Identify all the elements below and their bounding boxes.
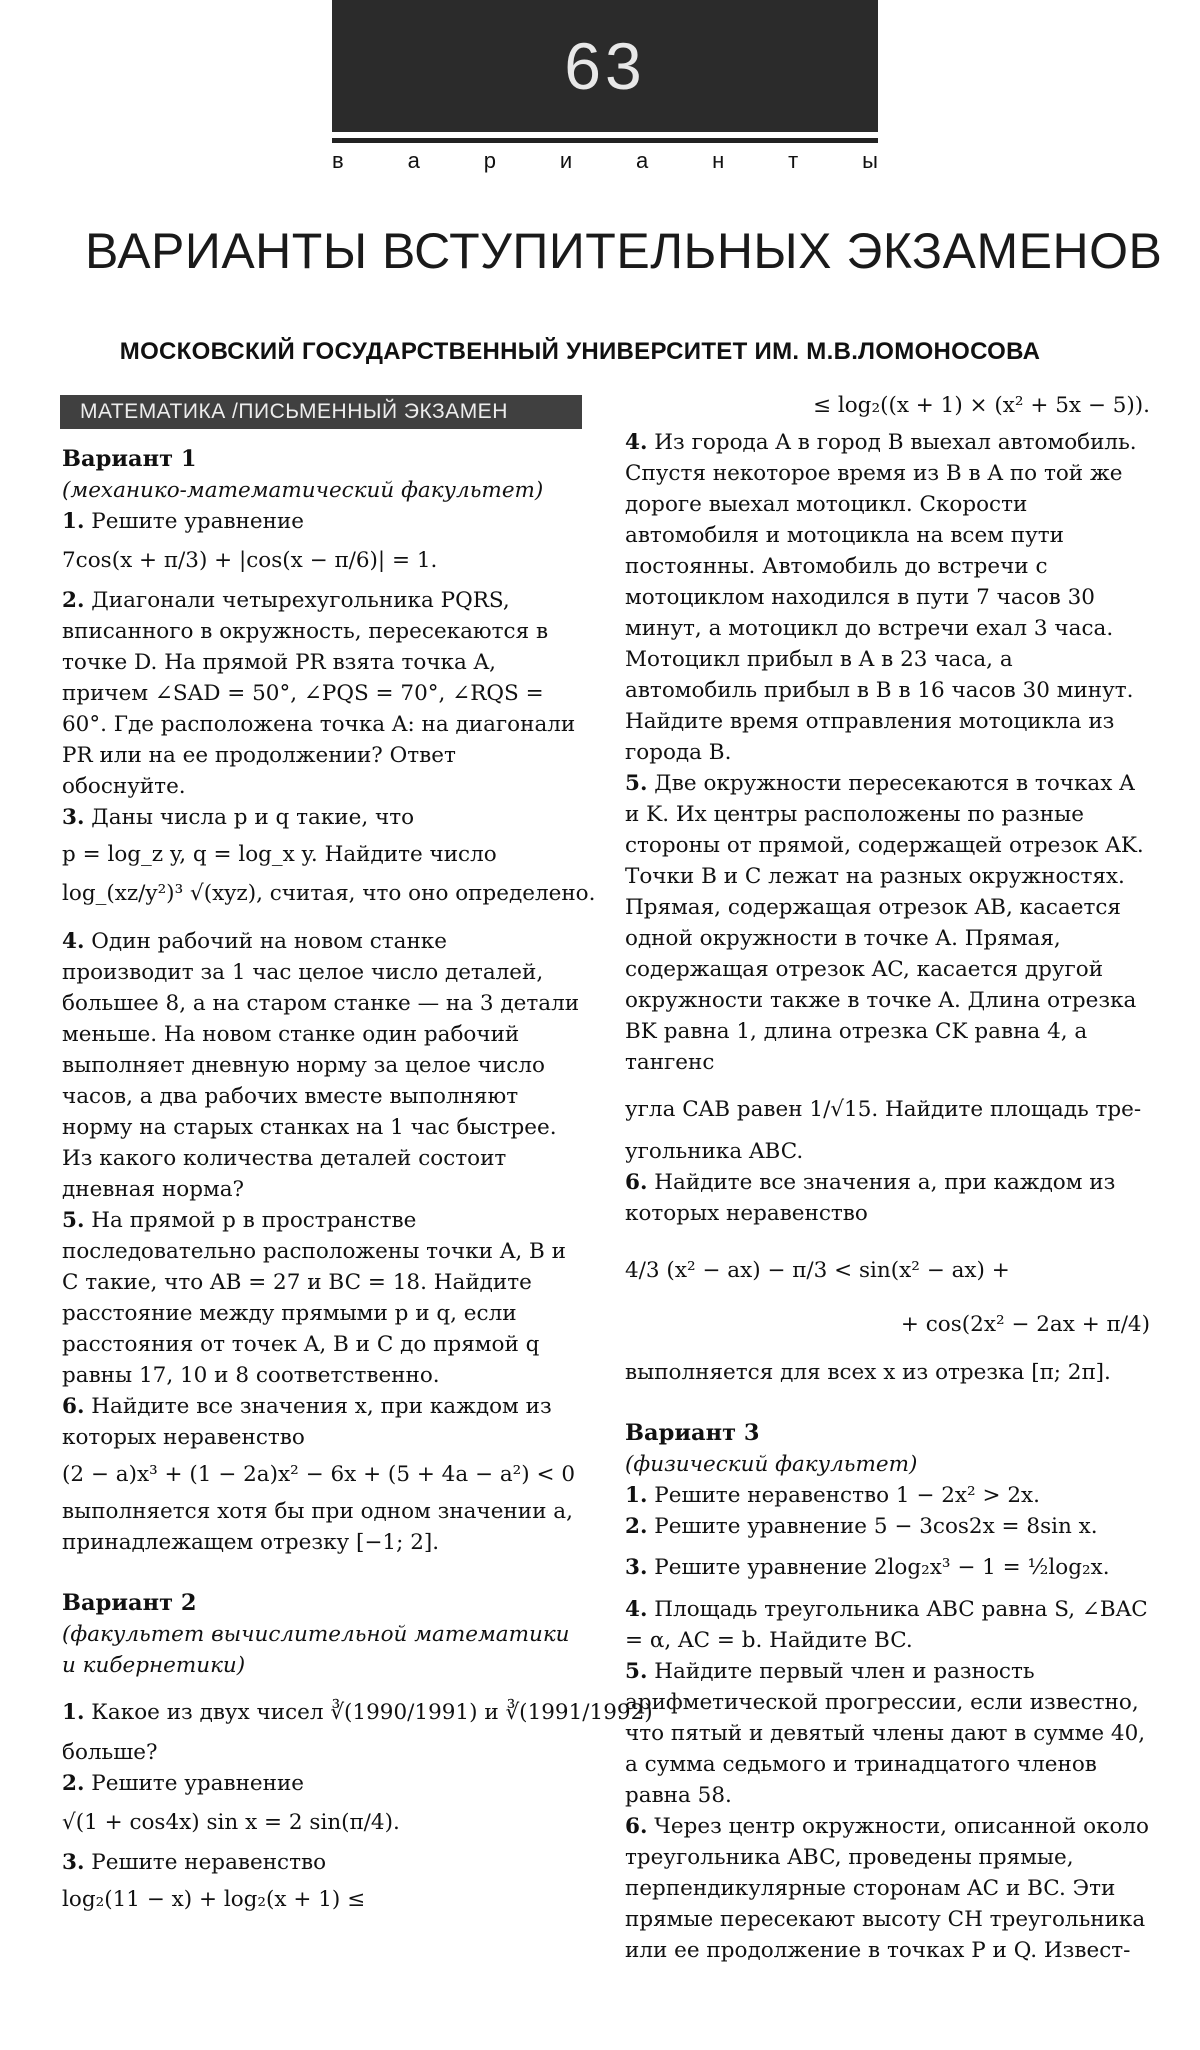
problem — [62, 585, 582, 802]
right-column — [625, 390, 1150, 1966]
problem — [62, 926, 582, 1205]
problem-text: выполняется хотя бы при одном значении a, принадлежащем отрезку [−1; 2]. — [62, 1499, 573, 1555]
section-letter: т — [788, 148, 799, 173]
university-heading: МОСКОВСКИЙ ГОСУДАРСТВЕННЫЙ УНИВЕРСИТЕТ ИМ. М.В.ЛОМОНОСОВА — [119, 338, 1041, 365]
problem-number: 6. — [625, 1170, 648, 1195]
page-title: ВАРИАНТЫ ВСТУПИТЕЛЬНЫХ ЭКЗАМЕНОВ — [85, 223, 1163, 279]
variant-title: Вариант 3 — [625, 1420, 760, 1446]
problem — [625, 768, 1150, 1078]
variant-faculty: (механико-математический факультет) — [62, 478, 544, 503]
problem-text: Найдите все значения a, при каждом из которых неравенство — [625, 1170, 1116, 1226]
problem-number: 5. — [62, 1208, 85, 1233]
problem — [62, 802, 582, 833]
problem-number: 6. — [625, 1814, 648, 1839]
problem-text: Найдите первый член и разность арифметической прогрессии, если известно, что пятый и девятый члены дают в сумме 40, а сумма седьмого и тринадцатого членов равна 58. — [625, 1659, 1146, 1808]
section-letter: а — [635, 148, 649, 173]
formula: p = log_z y, q = log_x y. Найдите число — [62, 842, 497, 867]
problem-number: 3. — [62, 805, 85, 830]
problem-text: выполняется для всех x из отрезка [π; 2π]. — [625, 1360, 1111, 1385]
problem — [625, 1594, 1150, 1656]
problem — [625, 1811, 1150, 1966]
formula: log_(xz/y²)³ √(xyz), считая, что оно определено. — [62, 881, 596, 906]
problem — [62, 1768, 582, 1799]
problem — [625, 1550, 1150, 1586]
problem-number: 3. — [625, 1555, 648, 1580]
problem-number: 4. — [625, 1597, 648, 1622]
problem-number: 6. — [62, 1394, 85, 1419]
problem — [625, 1480, 1150, 1511]
problem-text: больше? — [62, 1740, 158, 1765]
problem-number: 3. — [62, 1850, 85, 1875]
problem-number: 2. — [62, 588, 85, 613]
problem-number: 5. — [625, 1659, 648, 1684]
problem — [625, 1656, 1150, 1811]
variant-title: Вариант 2 — [62, 1590, 197, 1616]
problem-text: Решите неравенство — [91, 1850, 327, 1875]
problem-text: Решите уравнение 5 − 3cos2x = 8sin x. — [654, 1514, 1098, 1539]
problem-text: Две окружности пересекаются в точках A и K. Их центры расположены по разные стороны от прямой, содержащей отрезок AK. Точки B и C лежат на разных окружностях. Прямая, содержащая отрезок AB, касается одной окружности в точке A. Прямая, содержащая отрезок AC, касается другой окружности также в точке A. Длина отрезка BK равна 1, длина отрезка CK равна 4, а тангенс — [625, 771, 1144, 1075]
problem-text: Даны числа p и q такие, что — [91, 805, 415, 830]
exam-tag: МАТЕМАТИКА /ПИСЬМЕННЫЙ ЭКЗАМЕН — [60, 395, 582, 429]
section-letter: н — [712, 148, 725, 173]
problem-number: 2. — [625, 1514, 648, 1539]
header-rule — [332, 138, 878, 143]
variant-title: Вариант 1 — [62, 446, 197, 472]
problem-text: Какое из двух чисел ∛(1990/1991) и ∛(1991/1992) — [91, 1700, 653, 1725]
formula: ≤ log₂((x + 1) × (x² + 5x − 5)). — [813, 393, 1150, 418]
problem-number: 5. — [625, 771, 648, 796]
problem — [625, 1167, 1150, 1229]
problem-text: Решите уравнение — [91, 509, 305, 534]
page-number-banner — [332, 0, 878, 132]
formula: угла CAB равен 1/√15. Найдите площадь тре- — [625, 1097, 1142, 1122]
problem-text: На прямой p в пространстве последовательно расположены точки A, B и C такие, что AB = 27 и BC = 18. Найдите расстояние между прямыми p и q, если расстояния от точек A, B и C до прямой q равны 17, 10 и 8 соответственно. — [62, 1208, 566, 1388]
problem-number: 2. — [62, 1771, 85, 1796]
problem-text: Найдите все значения x, при каждом из которых неравенство — [62, 1394, 552, 1450]
formula: 7cos(x + π/3) + |cos(x − π/6)| = 1. — [62, 548, 438, 573]
section-letter: р — [483, 148, 496, 173]
problem-text: Решите неравенство 1 − 2x² > 2x. — [654, 1483, 1040, 1508]
problem — [62, 1205, 582, 1391]
left-column — [62, 438, 653, 1921]
section-letter: а — [407, 148, 420, 173]
problem-number: 1. — [62, 509, 85, 534]
problem — [62, 506, 582, 537]
problem-text: угольника ABC. — [625, 1139, 804, 1164]
problem-number: 4. — [625, 430, 648, 455]
formula: 4/3 (x² − ax) − π/3 < sin(x² − ax) + — [625, 1258, 1010, 1283]
problem-text: Решите уравнение — [91, 1771, 305, 1796]
problem-text: Через центр окружности, описанной около треугольника ABC, проведены прямые, перпендикулярные сторонам AC и BC. Эти прямые пересекают высоту CH треугольника или ее продолжение в точках P и Q. Извест- — [625, 1814, 1149, 1963]
problem — [625, 427, 1150, 768]
formula: log₂(11 − x) + log₂(x + 1) ≤ — [62, 1887, 366, 1912]
formula: √(1 + cos4x) sin x = 2 sin(π/4). — [62, 1810, 400, 1835]
formula: + cos(2x² − 2ax + π/4) — [900, 1312, 1150, 1337]
problem-text: Один рабочий на новом станке производит за 1 час целое число деталей, большее 8, а на старом станке — на 3 детали меньше. На новом станке один рабочий выполняет дневную норму за целое число часов, а два рабочих вместе выполняют норму на старых станках на 1 час быстрее. Из какого количества деталей состоит дневная норма? — [62, 929, 580, 1202]
section-letter: ы — [862, 148, 878, 173]
problem — [62, 1695, 653, 1731]
problem-number: 1. — [62, 1700, 85, 1725]
problem-text: Диагонали четырехугольника PQRS, вписанного в окружность, пересекаются в точке D. На прямой PR взята точка A, причем ∠SAD = 50°, ∠PQS = 70°, ∠RQS = 60°. Где расположена точка A: на диагонали PR или на ее продолжении? Ответ обоснуйте. — [62, 588, 576, 799]
problem-text: Из города A в город B выехал автомобиль. Спустя некоторое время из B в A по той же дороге выехал мотоцикл. Скорости автомобиля и мотоцикла на всем пути постоянны. Автомобиль до встречи с мотоциклом находился в пути 7 часов 30 минут, а мотоцикл до встречи ехал 3 часа. Мотоцикл прибыл в A в 23 часа, а автомобиль прибыл в B в 16 часов 30 минут. Найдите время отправления мотоцикла из города B. — [625, 430, 1137, 765]
variant-faculty: (факультет вычислительной математики и кибернетики) — [62, 1622, 570, 1678]
problem-number: 4. — [62, 929, 85, 954]
problem-number: 1. — [625, 1483, 648, 1508]
section-letter: в — [332, 148, 344, 173]
problem — [62, 1391, 582, 1453]
variant-faculty: (физический факультет) — [625, 1452, 918, 1477]
problem-text: Решите уравнение 2log₂x³ − 1 = ½log₂x. — [654, 1555, 1110, 1580]
formula: (2 − a)x³ + (1 − 2a)x² − 6x + (5 + 4a − a²) < 0 — [62, 1462, 576, 1487]
problem — [62, 1847, 582, 1878]
problem-text: Площадь треугольника ABC равна S, ∠BAC = α, AC = b. Найдите BC. — [625, 1597, 1148, 1653]
page-number: 63 — [564, 29, 646, 103]
section-word — [332, 148, 878, 174]
problem — [625, 1511, 1150, 1542]
section-letter: и — [559, 148, 573, 173]
